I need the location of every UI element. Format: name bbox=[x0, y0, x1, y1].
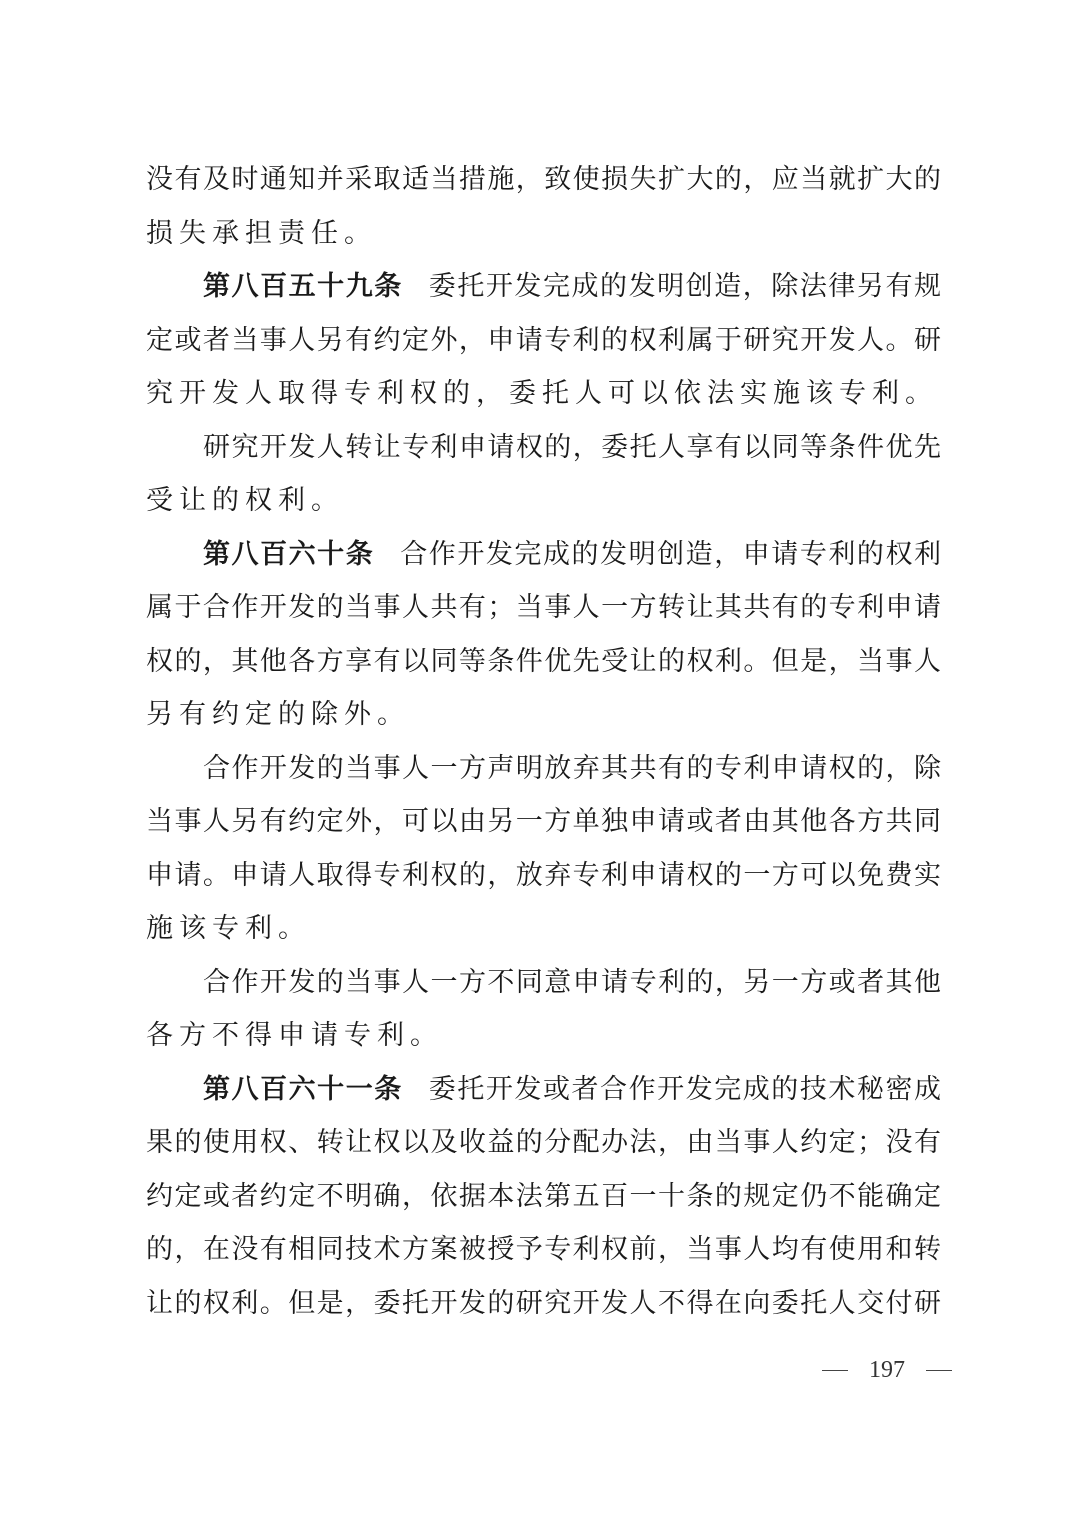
text-line: 研究开发人转让专利申请权的，委托人享有以同等条件优先 bbox=[203, 432, 942, 463]
dash-left bbox=[822, 1370, 848, 1371]
dash-right bbox=[926, 1370, 952, 1371]
text-line: 定或者当事人另有约定外，申请专利的权利属于研究开发人。研 bbox=[146, 325, 942, 356]
text-line: 合作开发的当事人一方不同意申请专利的，另一方或者其他 bbox=[203, 967, 942, 998]
text-line: 让的权利。但是，委托开发的研究开发人不得在向委托人交付研 bbox=[146, 1288, 942, 1319]
text-line: 申请。申请人取得专利权的，放弃专利申请权的一方可以免费实 bbox=[146, 860, 942, 891]
text-line: 各方不得申请专利。 bbox=[146, 1020, 443, 1051]
text-line: 另有约定的除外。 bbox=[146, 699, 410, 730]
article-860-first-line bbox=[203, 535, 942, 575]
text-line: 属于合作开发的当事人共有；当事人一方转让其共有的专利申请 bbox=[146, 592, 942, 623]
article-859-number: 第八百五十九条 bbox=[203, 271, 403, 302]
text-segment: 委托开发或者合作开发完成的技术秘密成 bbox=[428, 1074, 942, 1105]
article-860-number: 第八百六十条 bbox=[203, 539, 375, 570]
text-line: 损失承担责任。 bbox=[146, 218, 377, 249]
text-line: 究开发人取得专利权的，委托人可以依法实施该专利。 bbox=[146, 378, 938, 409]
article-859-first-line bbox=[203, 267, 942, 307]
text-line: 没有及时通知并采取适当措施，致使损失扩大的，应当就扩大的 bbox=[146, 164, 942, 195]
text-line: 的，在没有相同技术方案被授予专利权前，当事人均有使用和转 bbox=[146, 1234, 942, 1265]
text-line: 施该专利。 bbox=[146, 913, 311, 944]
text-line: 果的使用权、转让权以及收益的分配办法，由当事人约定；没有 bbox=[146, 1127, 942, 1158]
text-line: 受让的权利。 bbox=[146, 485, 344, 516]
text-line: 权的，其他各方享有以同等条件优先受让的权利。但是，当事人 bbox=[146, 646, 942, 677]
text-line: 约定或者约定不明确，依据本法第五百一十条的规定仍不能确定 bbox=[146, 1181, 942, 1212]
article-861-number: 第八百六十一条 bbox=[203, 1074, 403, 1105]
text-line: 合作开发的当事人一方声明放弃其共有的专利申请权的，除 bbox=[203, 753, 942, 784]
article-861-first-line bbox=[203, 1070, 942, 1110]
text-line: 当事人另有约定外，可以由另一方单独申请或者由其他各方共同 bbox=[146, 806, 942, 837]
page-number: 197 bbox=[869, 1357, 905, 1383]
page-footer bbox=[822, 1350, 952, 1390]
text-segment: 合作开发完成的发明创造，申请专利的权利 bbox=[400, 539, 942, 570]
text-segment: 委托开发完成的发明创造，除法律另有规 bbox=[428, 271, 942, 302]
